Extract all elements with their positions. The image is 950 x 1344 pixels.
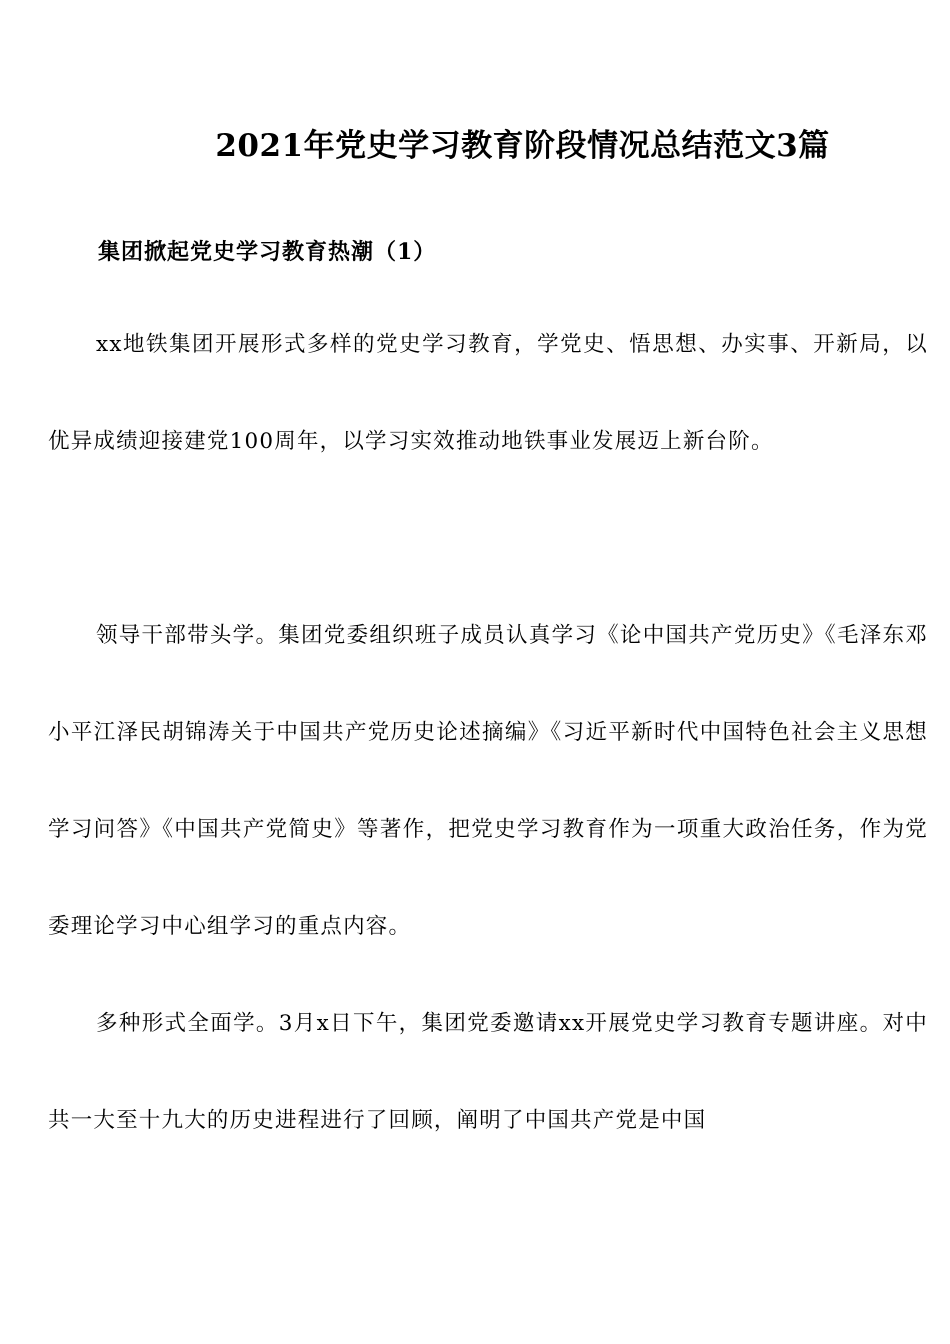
paragraph-1: xx地铁集团开展形式多样的党史学习教育，学党史、悟思想、办实事、开新局，以优异成绩迎接建党100周年，以学习实效推动地铁事业发展迈上新台阶。 — [48, 332, 928, 454]
document-title: 2021年党史学习教育阶段情况总结范文3篇 — [215, 128, 830, 164]
paragraph-3: 多种形式全面学。3月x日下午，集团党委邀请xx开展党史学习教育专题讲座。对中共一大至十九大的历史进程进行了回顾，阐明了中国共产党是中国 — [48, 1011, 928, 1133]
paragraph-2: 领导干部带头学。集团党委组织班子成员认真学习《论中国共产党历史》《毛泽东邓小平江泽民胡锦涛关于中国共产党历史论述摘编》《习近平新时代中国特色社会主义思想学习问答》《中国共产党简史》等著作，把党史学习教育作为一项重大政治任务，作为党委理论学习中心组学习的重点内容。 — [48, 623, 928, 939]
section-heading: 集团掀起党史学习教育热潮（1） — [98, 239, 437, 265]
